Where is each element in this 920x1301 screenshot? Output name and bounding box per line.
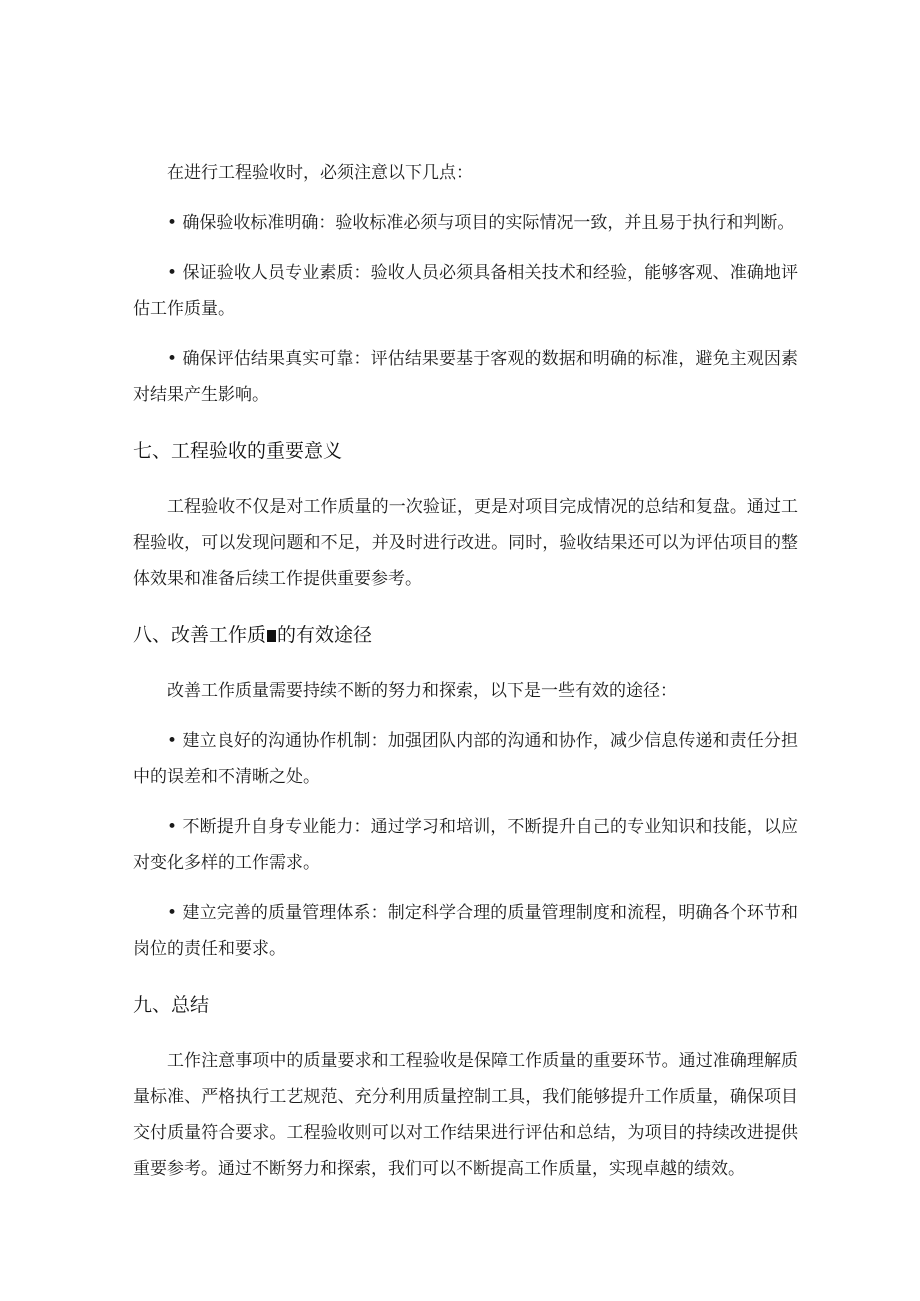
section-heading-7: 七、工程验收的重要意义 (133, 440, 343, 462)
section-9-paragraph: 工作注意事项中的质量要求和工程验收是保障工作质量的重要环节。通过准确理解质量标准、严格执行工艺规范、充分利用质量控制工具，我们能够提升工作质量，确保项目交付质量符合要求。工程验收则可以对工作结果进行评估和总结，为项目的持续改进提供重要参考。通过不断努力和探索，我们可以不断提高工作质量，实现卓越的绩效。 (133, 1051, 798, 1179)
section-7-paragraph: 工程验收不仅是对工作质量的一次验证，更是对项目完成情况的总结和复盘。通过工程验收，可以发现问题和不足，并及时进行改进。同时，验收结果还可以为评估项目的整体效果和准备后续工作提供重要参考。 (133, 497, 798, 589)
bullet-item: • 确保验收标准明确：验收标准必须与项目的实际情况一致，并且易于执行和判断。 (167, 213, 795, 233)
heading-text-part: 八、改善工作质 (133, 624, 267, 646)
acceptance-intro: 在进行工程验收时，必须注意以下几点： (167, 163, 473, 183)
bullet-item: • 不断提升自身专业能力：通过学习和培训，不断提升自己的专业知识和技能，以应对变化多样的工作需求。 (133, 817, 798, 873)
heading-text-part: 的有效途径 (277, 624, 373, 646)
section-heading-8 (133, 617, 798, 653)
document-body (133, 155, 798, 1187)
bullet-item: • 建立完善的质量管理体系：制定科学合理的质量管理制度和流程，明确各个环节和岗位的责任和要求。 (133, 903, 798, 959)
bullet-item: • 建立良好的沟通协作机制：加强团队内部的沟通和协作，减少信息传递和责任分担中的误差和不清晰之处。 (133, 731, 798, 787)
section-8-intro: 改善工作质量需要持续不断的努力和探索，以下是一些有效的途径： (167, 681, 677, 701)
missing-glyph-icon (267, 630, 276, 642)
section-heading-9: 九、总结 (133, 994, 210, 1016)
bullet-item: • 确保评估结果真实可靠：评估结果要基于客观的数据和明确的标准，避免主观因素对结果产生影响。 (133, 349, 798, 405)
bullet-item: • 保证验收人员专业素质：验收人员必须具备相关技术和经验，能够客观、准确地评估工作质量。 (133, 263, 798, 319)
